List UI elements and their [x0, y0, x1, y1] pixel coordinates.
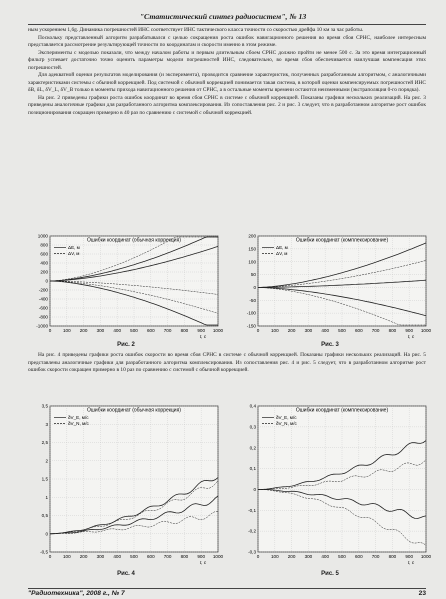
y-tick-label: 0,5 — [41, 513, 48, 519]
y-tick-label: 0,2 — [249, 445, 256, 451]
running-header: "Статистический синтез радиосистем", № 13 — [139, 12, 307, 21]
x-tick-label: 0 — [48, 554, 52, 559]
y-tick-label: 0 — [253, 487, 256, 493]
y-tick-label: 0 — [45, 278, 48, 284]
y-tick-label: -1000 — [36, 323, 48, 329]
figure-3 — [234, 228, 430, 340]
y-tick-label: 0,4 — [249, 403, 256, 409]
paragraph: На рис. 4 приведены графики роста ошибок скорости во время сбоя СРНС в системе с обычной коррекцией. Показаны графики нескольких реализаций. На рис. 5 представлены аналогичные графики для разработанного алгоритма комплексирования. Из сопоставления рис. 4 и рис. 5 следует, что в разработанном алгоритме рост ошибок скорости сокращен примерно в 10 раз по сравнению с системой с обычной коррекцией. — [28, 352, 426, 374]
figure-2 — [26, 228, 222, 340]
y-tick-label: 3,5 — [41, 403, 48, 409]
x-tick-label: 1000 — [212, 328, 224, 333]
page-number: 23 — [418, 590, 426, 597]
y-tick-label: -50 — [249, 297, 256, 303]
figure-2-caption: Рис. 2 — [117, 342, 135, 348]
footer — [28, 590, 426, 597]
plot-title: Ошибки координат (обычная коррекция) — [87, 237, 181, 244]
x-tick-label: 1000 — [420, 554, 432, 559]
x-tick-label: 300 — [304, 554, 313, 559]
x-tick-label: 500 — [130, 554, 138, 559]
y-tick-label: 50 — [250, 272, 256, 278]
x-tick-label: 1000 — [420, 328, 432, 333]
y-tick-label: -100 — [246, 310, 256, 316]
x-tick-label: 200 — [79, 328, 88, 333]
x-tick-label: 600 — [354, 328, 363, 333]
plot-title: Ошибки координат (комплексирование) — [295, 237, 389, 244]
y-tick-label: 0 — [45, 531, 48, 537]
text-block-mid — [28, 352, 426, 375]
legend-label: ΔV, м — [68, 251, 80, 256]
x-tick-label: 300 — [96, 328, 105, 333]
x-tick-label: 100 — [62, 554, 71, 559]
paragraph: Для адекватной оценки результатов моделирования (и эксперимента), проводится сравнение характеристик, полученных разработанным алгоритмом, с аналогичными характеристиками системы с обычной коррекцией. Под системой с обычной коррекцией понимается такая система, в которой оценки компенсируемых погрешностей ИНС δB, δL, δV_L, δV_B только в моменты прихода навигационного решения от СРНС, а в остальные моменты времени остаются неизменными (экстраполяция 0-го порядка). — [28, 72, 426, 94]
y-tick-label: 1000 — [37, 233, 48, 239]
x-tick-label: 100 — [62, 328, 71, 333]
x-tick-label: 900 — [197, 554, 206, 559]
y-tick-label: -800 — [38, 314, 48, 320]
x-tick-label: 0 — [48, 328, 52, 333]
figure-5-caption: Рис. 5 — [321, 571, 339, 577]
paragraph: Эксперименты с моделью показали, что между началом работы и первым длительным сбоем СРНС должно пройти не менее 500 с. За это время интеграционный фильтр успевает достаточно точно оценить параметры модели погрешностей ИНС, следовательно, во время сбоя обеспечивается наилучшая компенсация этих погрешностей. — [28, 49, 426, 71]
y-tick-label: -600 — [38, 305, 48, 311]
x-tick-label: 800 — [388, 328, 397, 333]
x-tick-label: 400 — [113, 328, 122, 333]
x-tick-label: 0 — [256, 554, 260, 559]
figure-2-plot — [26, 228, 222, 340]
legend-label: ΔV, м — [276, 251, 288, 256]
y-tick-label: -0,5 — [40, 549, 48, 555]
x-axis-unit: t, с — [408, 560, 415, 565]
legend-label: δV_N, м/с — [276, 421, 297, 426]
x-tick-label: 900 — [405, 554, 414, 559]
x-tick-label: 200 — [287, 554, 296, 559]
y-tick-label: 3 — [45, 421, 48, 427]
y-tick-label: 0,1 — [249, 466, 256, 472]
x-tick-label: 1000 — [212, 554, 224, 559]
figure-5-plot — [234, 398, 430, 566]
figure-5 — [234, 398, 430, 566]
paragraph: На рис. 2 приведены графики роста ошибок координат во время сбоя СРНС в системе с обычной коррекцией. Показаны графики нескольких реализаций. На рис. 3 приведены аналогичные графики для разработанного алгоритма комплексирования. Из сопоставления рис. 2 и рис. 3 следует, что в разработанном алгоритме рост ошибок позиционирования сокращен примерно в 40 раз по сравнению с системой с обычной коррекцией. — [28, 94, 426, 117]
x-tick-label: 400 — [321, 328, 330, 333]
y-tick-label: 0 — [253, 285, 256, 291]
x-tick-label: 800 — [180, 328, 189, 333]
legend-label: ΔE, м — [276, 245, 288, 250]
x-tick-label: 500 — [338, 328, 346, 333]
y-tick-label: 100 — [248, 259, 256, 265]
figure-4 — [26, 398, 222, 566]
footer-rule — [28, 588, 426, 589]
x-tick-label: 800 — [180, 554, 189, 559]
x-tick-label: 700 — [163, 554, 172, 559]
legend-label: δV_E, м/с — [276, 415, 297, 420]
figure-3-caption: Рис. 3 — [321, 342, 339, 348]
x-tick-label: 700 — [163, 328, 172, 333]
x-axis-unit: t, с — [200, 560, 207, 565]
y-tick-label: -400 — [38, 296, 48, 302]
x-tick-label: 700 — [371, 554, 380, 559]
x-tick-label: 300 — [304, 328, 313, 333]
y-tick-label: 1 — [45, 494, 48, 500]
y-tick-label: 200 — [248, 233, 256, 239]
legend-label: ΔE, м — [68, 245, 80, 250]
x-tick-label: 900 — [197, 328, 206, 333]
text-block-top — [28, 27, 426, 118]
x-tick-label: 500 — [338, 554, 346, 559]
x-tick-label: 100 — [270, 554, 279, 559]
y-tick-label: 800 — [40, 242, 48, 248]
y-tick-label: 400 — [40, 260, 48, 266]
x-tick-label: 800 — [388, 554, 397, 559]
paragraph: ным ускорением 1,6g. Динамика погрешностей ИНС соответствует ИНС тактического класса точности со скоростью дрейфа 10 км за час работы. — [28, 27, 364, 33]
x-tick-label: 0 — [256, 328, 260, 333]
x-tick-label: 100 — [270, 328, 279, 333]
y-tick-label: 2,5 — [41, 440, 48, 446]
y-tick-label: -0,1 — [248, 507, 256, 513]
x-tick-label: 300 — [96, 554, 105, 559]
figure-4-plot — [26, 398, 222, 566]
y-tick-label: 1,5 — [41, 476, 48, 482]
x-tick-label: 500 — [130, 328, 138, 333]
x-tick-label: 900 — [405, 328, 414, 333]
y-tick-label: -0,3 — [248, 549, 256, 555]
y-tick-label: -150 — [246, 323, 256, 329]
figure-4-caption: Рис. 4 — [117, 571, 135, 577]
x-tick-label: 600 — [146, 554, 155, 559]
figure-3-plot — [234, 228, 430, 340]
y-tick-label: 200 — [40, 269, 48, 275]
x-axis-unit: t, с — [200, 334, 207, 339]
x-tick-label: 400 — [113, 554, 122, 559]
footer-journal: "Радиотехника", 2008 г., № 7 — [28, 590, 125, 597]
legend-label: δV_E, м/с — [68, 415, 89, 420]
y-tick-label: -200 — [38, 287, 48, 293]
y-tick-label: -0,2 — [248, 528, 256, 534]
x-tick-label: 600 — [354, 554, 363, 559]
x-tick-label: 700 — [371, 328, 380, 333]
paragraph: Поскольку представленный алгоритм разрабатывался с целью сокращения роста ошибок навигационного решения во время сбоя СРНС, наиболее интересным представляется рассмотрение результирующей точности по координатам и скорости именно в этом режиме. — [28, 34, 426, 49]
plot-title: Ошибки координат (комплексирование) — [295, 407, 389, 414]
x-tick-label: 200 — [287, 328, 296, 333]
y-tick-label: 0,3 — [249, 424, 256, 430]
y-tick-label: 150 — [248, 246, 256, 252]
x-tick-label: 400 — [321, 554, 330, 559]
legend-label: δV_N, м/с — [68, 421, 89, 426]
y-tick-label: 2 — [45, 458, 48, 464]
y-tick-label: 600 — [40, 251, 48, 257]
header-rule — [28, 24, 426, 25]
x-tick-label: 600 — [146, 328, 155, 333]
plot-title: Ошибки координат (обычная коррекция) — [87, 407, 181, 414]
x-axis-unit: t, с — [408, 334, 415, 339]
x-tick-label: 200 — [79, 554, 88, 559]
